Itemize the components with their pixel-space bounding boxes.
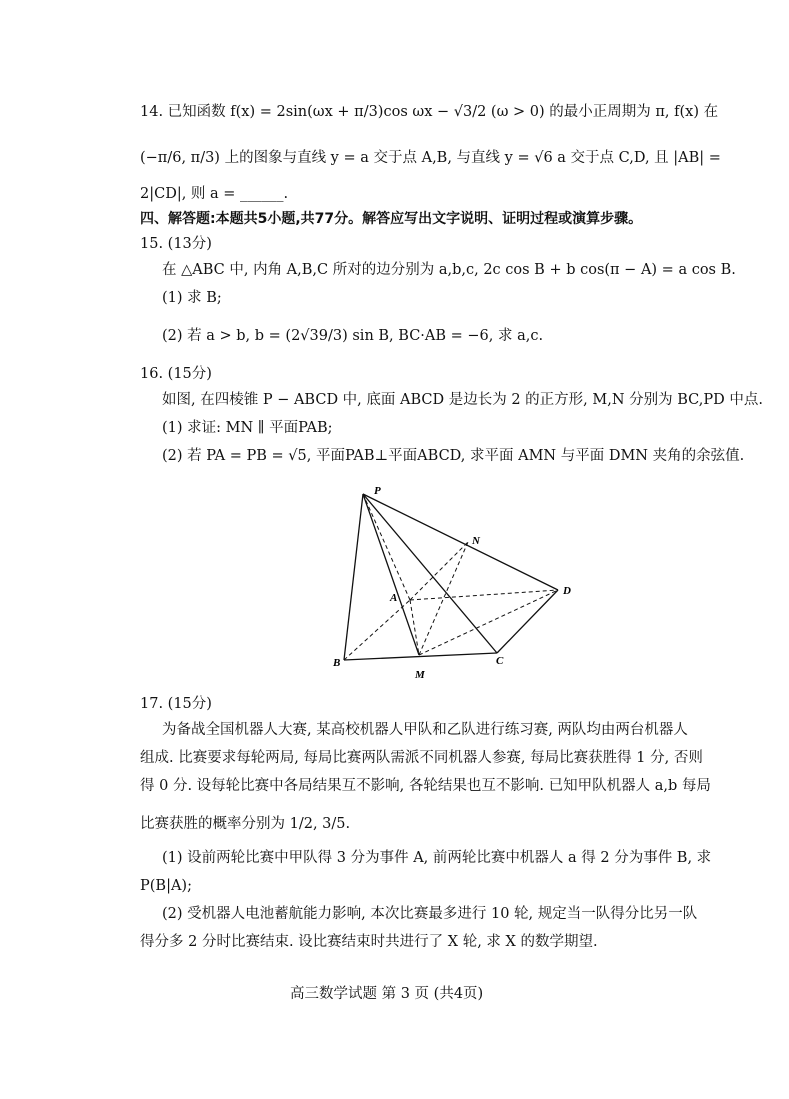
p17-line-8: 得分多 2 分时比赛结束. 设比赛结束时共进行了 X 轮, 求 X 的数学期望.: [140, 934, 598, 950]
label-P: P: [374, 485, 381, 497]
p17-line-6: P(B|A);: [140, 878, 192, 894]
page-footer: 高三数学试题 第 3 页 (共4页): [290, 986, 484, 1002]
p17-line-3: 得 0 分. 设每轮比赛中各局结果互不影响, 各轮结果也互不影响. 已知甲队机器人 a,b 每局: [140, 778, 711, 794]
p16-line-3: (2) 若 PA = PB = √5, 平面PAB⊥平面ABCD, 求平面 AMN 与平面 DMN 夹角的余弦值.: [162, 448, 745, 464]
figure-dashed-edges: [344, 494, 558, 660]
label-N: N: [472, 535, 480, 547]
p17-header: 17. (15分): [140, 696, 212, 712]
p15-line-3: (2) 若 a > b, b = (2√39/3) sin B, BC·AB = −6, 求 a,c.: [162, 328, 544, 344]
p17-line-4: 比赛获胜的概率分别为 1/2, 3/5.: [140, 816, 351, 832]
p14-line-1: 14. 已知函数 f(x) = 2sin(ωx + π/3)cos ωx − √3/2 (ω > 0) 的最小正周期为 π, f(x) 在: [140, 104, 719, 120]
p15-line-1: 在 △ABC 中, 内角 A,B,C 所对的边分别为 a,b,c, 2c cos B + b cos(π − A) = a cos B.: [162, 262, 736, 278]
p16-line-1: 如图, 在四棱锥 P − ABCD 中, 底面 ABCD 是边长为 2 的正方形, M,N 分别为 BC,PD 中点.: [162, 392, 763, 408]
label-D: D: [563, 585, 571, 597]
p17-line-5: (1) 设前两轮比赛中甲队得 3 分为事件 A, 前两轮比赛中机器人 a 得 2 分为事件 B, 求: [162, 850, 712, 866]
label-C: C: [496, 655, 504, 667]
label-A: A: [390, 592, 398, 604]
p17-line-2: 组成. 比赛要求每轮两局, 每局比赛两队需派不同机器人参赛, 每局比赛获胜得 1 分, 否则: [140, 750, 703, 766]
p14-line-3: 2|CD|, 则 a = ______.: [140, 186, 289, 202]
p16-header: 16. (15分): [140, 366, 212, 382]
label-B: B: [333, 657, 341, 669]
p16-line-2: (1) 求证: MN ∥ 平面PAB;: [162, 420, 333, 436]
section-heading: 四、解答题:本题共5小题,共77分。解答应写出文字说明、证明过程或演算步骤。: [140, 211, 643, 227]
p15-header: 15. (13分): [140, 236, 212, 252]
p17-line-7: (2) 受机器人电池蓄航能力影响, 本次比赛最多进行 10 轮, 规定当一队得分比另一队: [162, 906, 698, 922]
figure-solid-edges: [344, 494, 558, 660]
p15-line-2: (1) 求 B;: [162, 290, 222, 306]
pyramid-figure: [320, 482, 580, 682]
p14-line-2: (−π/6, π/3) 上的图象与直线 y = a 交于点 A,B, 与直线 y = √6 a 交于点 C,D, 且 |AB| =: [140, 150, 721, 166]
label-M: M: [415, 669, 425, 681]
p17-line-1: 为备战全国机器人大赛, 某高校机器人甲队和乙队进行练习赛, 两队均由两台机器人: [162, 722, 688, 738]
